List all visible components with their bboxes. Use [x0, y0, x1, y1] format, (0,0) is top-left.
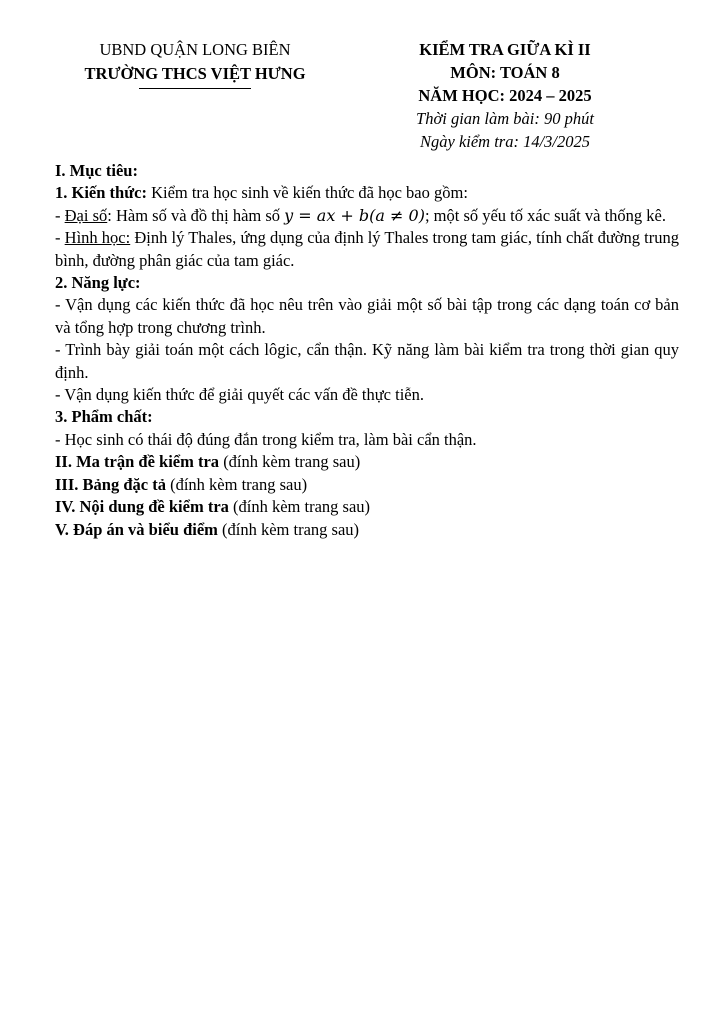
document-header — [0, 0, 725, 153]
competence-item-2: - Trình bày giải toán một cách lôgic, cẩn thận. Kỹ năng làm bài kiểm tra trong thời gian quy định. — [55, 340, 679, 382]
school-name: TRƯỜNG THCS VIỆT HƯNG — [84, 64, 306, 83]
geometry-item — [55, 227, 679, 272]
exam-title: KIỂM TRA GIỮA KÌ II — [419, 40, 591, 59]
competence-heading — [55, 272, 679, 294]
knowledge-text: Kiểm tra học sinh về kiến thức đã học bao gồm: — [146, 183, 468, 203]
competence-item-3: - Vận dụng kiến thức để giải quyết các vấn đề thực tiễn. — [55, 385, 425, 405]
appendix-spec-table — [55, 474, 679, 496]
appendix-matrix-label: II. Ma trận đề kiểm tra — [55, 452, 220, 472]
appendix-matrix — [55, 451, 679, 473]
objectives-heading — [55, 160, 679, 182]
algebra-text2: ; một số yếu tố xác suất và thống kê. — [424, 205, 666, 225]
appendix-spec-table-label: III. Bảng đặc tả — [55, 474, 166, 494]
geometry-dash: - — [55, 228, 65, 248]
school-year: NĂM HỌC: 2024 – 2025 — [418, 86, 592, 105]
knowledge-label: 1. Kiến thức: — [55, 183, 147, 203]
authority-name: UBND QUẬN LONG BIÊN — [99, 40, 291, 59]
linear-function-formula: y = ax + b(a ≠ 0) — [284, 205, 425, 225]
exam-info-block — [380, 38, 630, 153]
issuing-authority-block — [45, 38, 345, 153]
algebra-text1: : Hàm số và đồ thị hàm số — [107, 205, 285, 225]
document-body — [0, 153, 725, 541]
algebra-dash: - — [55, 205, 65, 225]
competence-heading-text: 2. Năng lực: — [55, 273, 141, 293]
appendix-answer-key-label: V. Đáp án và biểu điểm — [55, 519, 218, 539]
objectives-heading-text: I. Mục tiêu: — [55, 161, 138, 180]
algebra-label: Đại số — [64, 205, 108, 225]
header-divider-line — [139, 88, 251, 89]
appendix-exam-content-label: IV. Nội dung đề kiểm tra — [55, 497, 229, 517]
geometry-label: Hình học: — [64, 228, 131, 248]
quality-heading — [55, 406, 679, 428]
quality-heading-text: 3. Phẩm chất: — [55, 407, 153, 427]
exam-duration: Thời gian làm bài: 90 phút — [416, 109, 594, 128]
quality-item: - Học sinh có thái độ đúng đắn trong kiểm tra, làm bài cẩn thận. — [55, 429, 477, 449]
geometry-text: Định lý Thales, ứng dụng của định lý Thales trong tam giác, tính chất đường trung bình, đường phân giác của tam giác. — [55, 228, 679, 270]
exam-date: Ngày kiểm tra: 14/3/2025 — [419, 132, 591, 151]
exam-subject: MÔN: TOÁN 8 — [450, 63, 560, 82]
appendix-matrix-note: (đính kèm trang sau) — [219, 452, 361, 472]
knowledge-paragraph — [55, 182, 679, 204]
competence-item-1: - Vận dụng các kiến thức đã học nêu trên vào giải một số bài tập trong các dạng toán cơ bản và tổng hợp trong chương trình. — [55, 295, 679, 337]
appendix-exam-content — [55, 496, 679, 518]
appendix-answer-key-note: (đính kèm trang sau) — [217, 519, 360, 539]
appendix-spec-table-note: (đính kèm trang sau) — [165, 474, 308, 494]
algebra-item — [55, 205, 679, 227]
appendix-answer-key — [55, 519, 679, 541]
appendix-exam-content-note: (đính kèm trang sau) — [228, 497, 371, 517]
